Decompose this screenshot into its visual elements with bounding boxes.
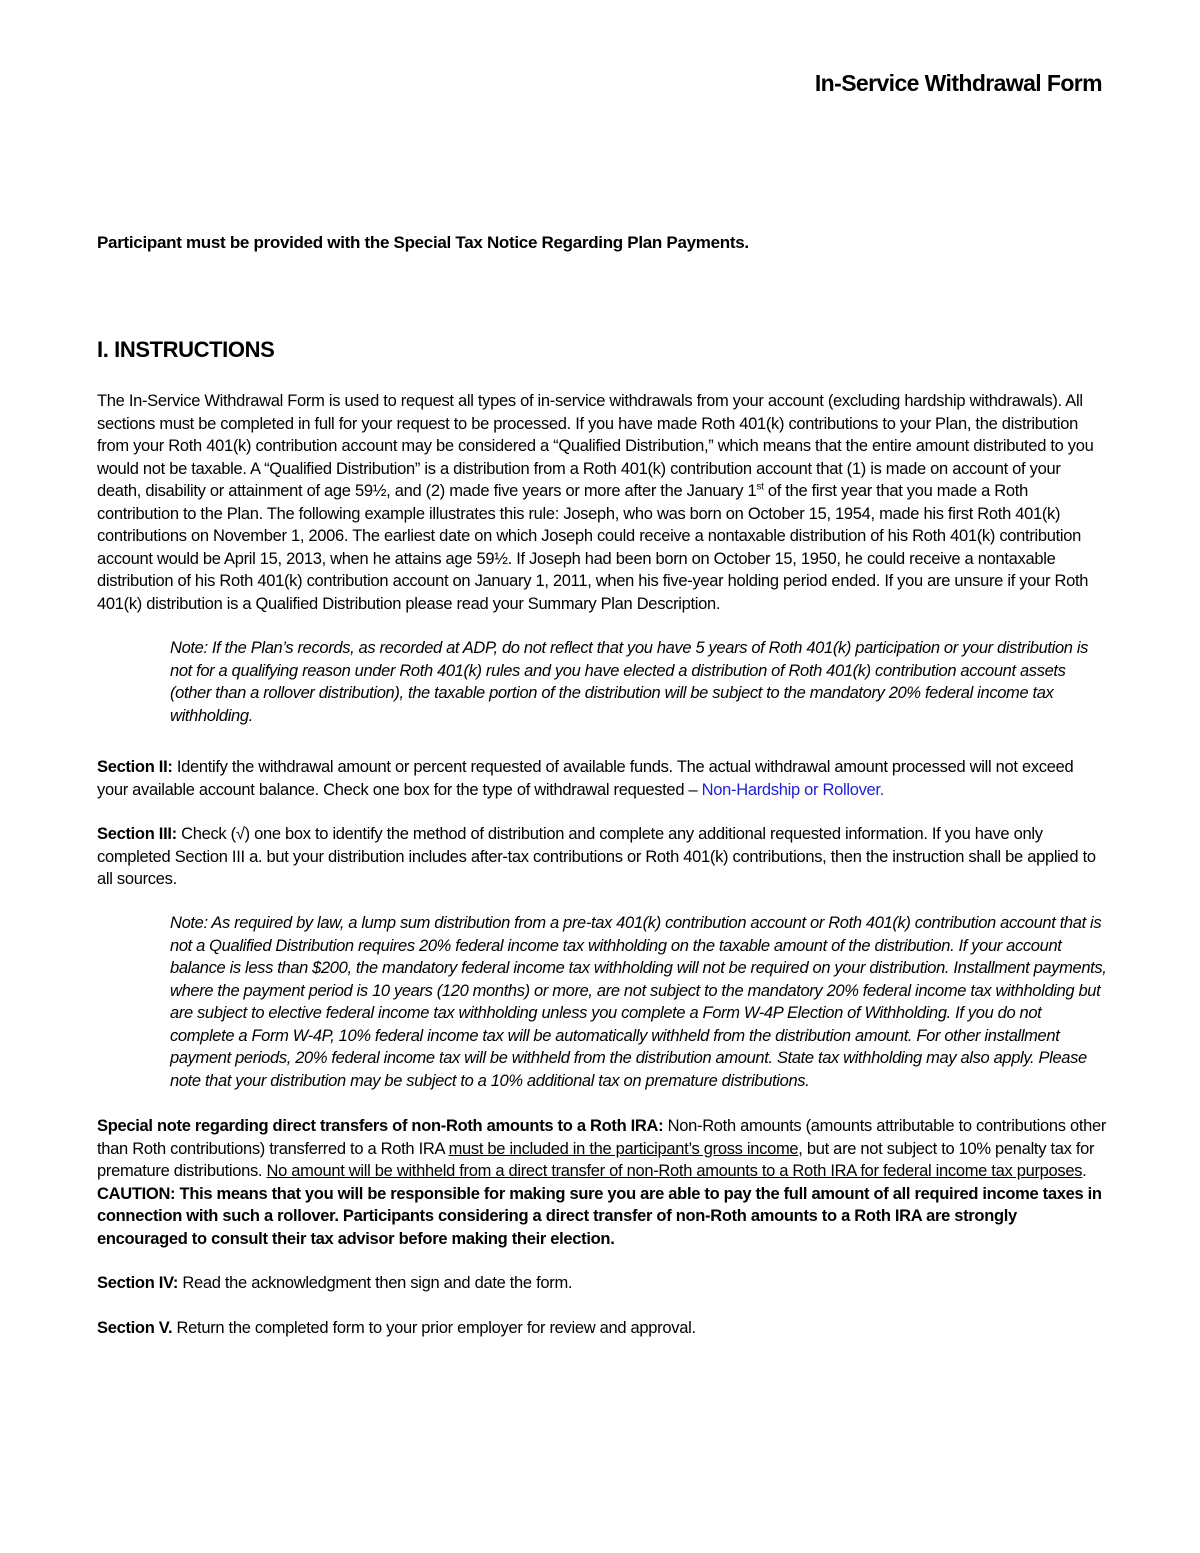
form-title: In-Service Withdrawal Form: [814, 70, 1102, 96]
section-3-paragraph: [97, 823, 1107, 891]
intro-text-2: of the first year that you made a Roth contribution to the Plan. The following example illustrates this rule: Joseph, who was born on October 15, 1954, made his first Roth 401(k) contributions on November 1, 2006. The earliest date on which Joseph could receive a nontaxable distribution of his Roth 401(k) contribution account would be April 15, 2013, when he attains age 59½. If Joseph had been born on October 15, 1950, he could receive a nontaxable distribution of his Roth 401(k) contribution account on January 1, 2011, when his five-year holding period ended. If you are unsure if your Roth 401(k) distribution is a Qualified Distribution please read your Summary Plan Description.: [97, 482, 1089, 613]
section-3-label: Section III:: [97, 825, 177, 843]
intro-paragraph: [97, 390, 1107, 615]
special-note-underline-2: No amount will be withheld from a direct transfer of non-Roth amounts to a Roth IRA for federal income tax purposes: [266, 1162, 1083, 1180]
section-5-label: Section V.: [97, 1319, 173, 1337]
instructions-heading: I. INSTRUCTIONS: [97, 337, 275, 362]
section-5-text: Return the completed form to your prior employer for review and approval.: [172, 1319, 696, 1337]
section-4-text: Read the acknowledgment then sign and date the form.: [178, 1274, 573, 1292]
withholding-note: Note: As required by law, a lump sum distribution from a pre-tax 401(k) contribution account or Roth 401(k) contribution account that is not a Qualified Distribution requires 20% federal income tax withholding on the taxable amount of the distribution. If your account balance is less than $200, the mandatory federal income tax withholding will not be required on your distribution. Installment payments, where the payment period is 10 years (120 months) or more, are not subject to the mandatory 20% federal income tax withholding but are subject to elective federal income tax withholding unless you complete a Form W-4P Election of Withholding. If you do not complete a Form W-4P, 10% federal income tax will be automatically withheld from the distribution amount. For other installment payment periods, 20% federal income tax will be withheld from the distribution amount. State tax withholding may also apply. Please note that your distribution may be subject to a 10% additional tax on premature distributions.: [170, 914, 1107, 1090]
special-note-paragraph: [97, 1115, 1107, 1250]
non-hardship-rollover-link[interactable]: Non-Hardship or Rollover.: [701, 780, 884, 799]
special-note-text-1: Non-Roth amounts (amounts attributable to contributions other than Roth contributions) transferred to a Roth IRA: [97, 1117, 1107, 1158]
section-2-paragraph: [97, 756, 1107, 801]
caution-text: CAUTION: This means that you will be responsible for making sure you are able to pay the full amount of all required income taxes in connection with such a rollover. Participants considering a direct transfer of non-Roth amounts to a Roth IRA are strongly encouraged to consult their tax advisor before making their election.: [97, 1184, 1102, 1248]
intro-superscript: st: [756, 481, 764, 493]
section-4-label: Section IV:: [97, 1274, 179, 1292]
section-3-text: Check (√) one box to identify the method of distribution and complete any additional requested information. If you have only completed Section III a. but your distribution includes after-tax contributions or Roth 401(k) contributions, then the instruction shall be applied to all sources.: [97, 825, 1096, 888]
special-note-label: Special note regarding direct transfers of non-Roth amounts to a Roth IRA:: [97, 1117, 664, 1135]
special-note-underline-1: must be included in the participant’s gross income: [448, 1139, 799, 1158]
special-note-text-3: .: [1082, 1162, 1087, 1180]
section-2-text: Identify the withdrawal amount or percent requested of available funds. The actual withdrawal amount processed will not exceed your available account balance. Check one box for the type of withdrawal requested –: [97, 758, 1074, 799]
roth-note: Note: If the Plan’s records, as recorded at ADP, do not reflect that you have 5 years of Roth 401(k) participation or your distribution is not for a qualifying reason under Roth 401(k) rules and you have elected a distribution of Roth 401(k) contribution account assets (other than a rollover distribution), the taxable portion of the distribution will be subject to the mandatory 20% federal income tax withholding.: [170, 639, 1089, 725]
section-4-paragraph: [97, 1272, 1107, 1295]
section-2-label: Section II:: [97, 758, 173, 776]
section-5-paragraph: [97, 1317, 1107, 1340]
intro-text-1: The In-Service Withdrawal Form is used to request all types of in-service withdrawals from your account (excluding hardship withdrawals). All sections must be completed in full for your request to be processed. If you have made Roth 401(k) contributions to your Plan, the distribution from your Roth 401(k) contribution account may be considered a “Qualified Distribution,” which means that the entire amount distributed to you would not be taxable. A “Qualified Distribution” is a distribution from a Roth 401(k) contribution account that (1) is made on account of your death, disability or attainment of age 59½, and (2) made five years or more after the January 1: [97, 392, 1094, 500]
special-note-text-2: , but are not subject to 10% penalty tax for premature distributions.: [97, 1139, 1095, 1180]
tax-notice: Participant must be provided with the Special Tax Notice Regarding Plan Payments.: [97, 233, 749, 252]
